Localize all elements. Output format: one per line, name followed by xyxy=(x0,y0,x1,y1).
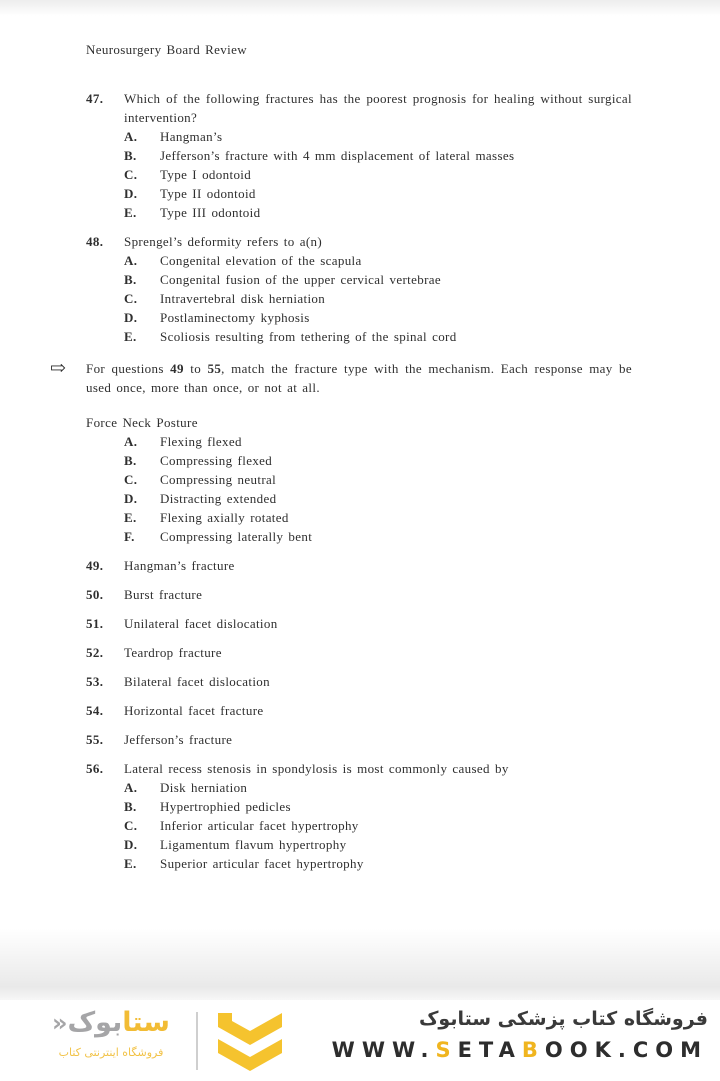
logo-subtitle: فروشگاه اینترنتی کتاب xyxy=(58,1046,164,1059)
matching-heading: Force Neck Posture xyxy=(86,415,198,430)
option-row xyxy=(124,327,632,346)
item-text: Horizontal facet fracture xyxy=(124,703,264,718)
option-text: Type II odontoid xyxy=(160,186,256,201)
directions-text xyxy=(86,359,632,397)
question-53 xyxy=(86,672,632,691)
option-text: Superior articular facet hypertrophy xyxy=(160,856,364,871)
option-row xyxy=(124,146,632,165)
item-text: Unilateral facet dislocation xyxy=(124,616,278,631)
running-header: Neurosurgery Board Review xyxy=(86,42,247,57)
option-letter: A. xyxy=(124,780,138,795)
question-stem: Sprengel’s deformity refers to a(n) xyxy=(124,234,323,249)
question-number: 51. xyxy=(86,616,104,631)
matching-options xyxy=(124,432,632,546)
option-text: Hangman’s xyxy=(160,129,223,144)
setabook-url[interactable] xyxy=(332,1034,708,1066)
option-row xyxy=(124,835,632,854)
option-letter: D. xyxy=(124,837,138,852)
footer-right-block xyxy=(332,1004,708,1066)
question-stem: Which of the following fractures has the poorest prognosis for healing without surgical intervention? xyxy=(124,91,632,125)
directions-bold-number: 49 xyxy=(170,361,184,376)
option-letter: D. xyxy=(124,186,138,201)
url-accent-letter: S xyxy=(435,1038,458,1062)
option-text: Flexing axially rotated xyxy=(160,510,289,525)
option-letter: B. xyxy=(124,148,137,163)
item-text: Bilateral facet dislocation xyxy=(124,674,271,689)
option-text: Intravertebral disk herniation xyxy=(160,291,326,306)
option-text: Distracting extended xyxy=(160,491,277,506)
option-row xyxy=(124,470,632,489)
question-48 xyxy=(86,232,632,346)
option-text: Scoliosis resulting from tethering of the spinal cord xyxy=(160,329,457,344)
option-letter: A. xyxy=(124,253,138,268)
option-row xyxy=(124,289,632,308)
wordmark-yellow-part: ستا xyxy=(122,1007,170,1038)
directions-part: For questions xyxy=(86,361,171,376)
option-letter: B. xyxy=(124,799,137,814)
option-text: Compressing laterally bent xyxy=(160,529,313,544)
item-text: Jefferson’s fracture xyxy=(124,732,233,747)
option-letter: E. xyxy=(124,329,137,344)
option-text: Flexing flexed xyxy=(160,434,242,449)
url-part: ETA xyxy=(457,1038,522,1062)
option-letter: D. xyxy=(124,491,138,506)
question-number: 56. xyxy=(86,761,104,776)
question-47 xyxy=(86,89,632,222)
option-letter: E. xyxy=(124,856,137,871)
question-50 xyxy=(86,585,632,604)
question-number: 55. xyxy=(86,732,104,747)
option-row xyxy=(124,270,632,289)
option-text: Congenital elevation of the scapula xyxy=(160,253,362,268)
option-row xyxy=(124,797,632,816)
question-52 xyxy=(86,643,632,662)
guillemet-mark: « xyxy=(52,1009,68,1037)
setabook-wordmark xyxy=(36,1006,186,1040)
question-number: 52. xyxy=(86,645,104,660)
setabook-logo[interactable] xyxy=(36,1006,186,1059)
matching-directions xyxy=(50,359,632,397)
option-text: Compressing neutral xyxy=(160,472,277,487)
question-56 xyxy=(86,759,632,873)
matching-items xyxy=(86,556,632,749)
option-row xyxy=(124,489,632,508)
option-text: Type III odontoid xyxy=(160,205,261,220)
question-stem: Lateral recess stenosis in spondylosis is most commonly caused by xyxy=(124,761,509,776)
setabook-footer-banner xyxy=(0,1000,720,1080)
option-text: Congenital fusion of the upper cervical vertebrae xyxy=(160,272,441,287)
option-text: Compressing flexed xyxy=(160,453,273,468)
question-number: 50. xyxy=(86,587,104,602)
question-number: 54. xyxy=(86,703,104,718)
item-text: Hangman’s fracture xyxy=(124,558,235,573)
question-55 xyxy=(86,730,632,749)
option-row xyxy=(124,854,632,873)
option-text: Hypertrophied pedicles xyxy=(160,799,291,814)
wordmark-gray-part: بوک xyxy=(67,1007,123,1038)
option-letter: C. xyxy=(124,818,138,833)
option-row xyxy=(124,127,632,146)
directions-bold-number: 55 xyxy=(207,361,222,376)
option-row xyxy=(124,308,632,327)
option-letter: E. xyxy=(124,510,137,525)
right-arrow-icon: ⇨ xyxy=(50,358,67,379)
option-row xyxy=(124,165,632,184)
question-49 xyxy=(86,556,632,575)
option-letter: E. xyxy=(124,205,137,220)
url-part: OOK.COM xyxy=(544,1038,708,1062)
option-row xyxy=(124,816,632,835)
option-letter: A. xyxy=(124,434,138,449)
option-letter: B. xyxy=(124,272,137,287)
directions-part: , match the fracture type with the mechanism. Each response may be used once, more than once, or not at all. xyxy=(86,361,632,395)
question-number: 48. xyxy=(86,234,104,249)
option-letter: C. xyxy=(124,472,138,487)
option-text: Type I odontoid xyxy=(160,167,252,182)
question-number: 53. xyxy=(86,674,104,689)
option-row xyxy=(124,451,632,470)
page-bottom-shadow xyxy=(0,928,720,1000)
option-row xyxy=(124,778,632,797)
url-accent-letter: B xyxy=(521,1038,545,1062)
question-number: 49. xyxy=(86,558,104,573)
option-letter: B. xyxy=(124,453,137,468)
option-letter: C. xyxy=(124,167,138,182)
option-row xyxy=(124,184,632,203)
item-text: Teardrop fracture xyxy=(124,645,222,660)
logo-divider xyxy=(196,1012,198,1070)
option-text: Jefferson’s fracture with 4 mm displacement of lateral masses xyxy=(160,148,515,163)
item-text: Burst fracture xyxy=(124,587,203,602)
directions-part: to xyxy=(183,361,208,376)
question-number: 47. xyxy=(86,91,104,106)
persian-store-title: فروشگاه کتاب پزشکی ستابوک xyxy=(418,1008,708,1030)
setabook-chevron-icon xyxy=(208,1005,292,1081)
question-51 xyxy=(86,614,632,633)
option-text: Disk herniation xyxy=(160,780,248,795)
option-letter: D. xyxy=(124,310,138,325)
option-row xyxy=(124,508,632,527)
option-row xyxy=(124,251,632,270)
option-row xyxy=(124,527,632,546)
url-part: WWW. xyxy=(331,1038,436,1062)
question-54 xyxy=(86,701,632,720)
option-text: Ligamentum flavum hypertrophy xyxy=(160,837,347,852)
option-letter: A. xyxy=(124,129,138,144)
option-letter: C. xyxy=(124,291,138,306)
option-text: Inferior articular facet hypertrophy xyxy=(160,818,359,833)
option-row xyxy=(124,203,632,222)
option-letter: F. xyxy=(124,529,135,544)
option-text: Postlaminectomy kyphosis xyxy=(160,310,310,325)
option-row xyxy=(124,432,632,451)
